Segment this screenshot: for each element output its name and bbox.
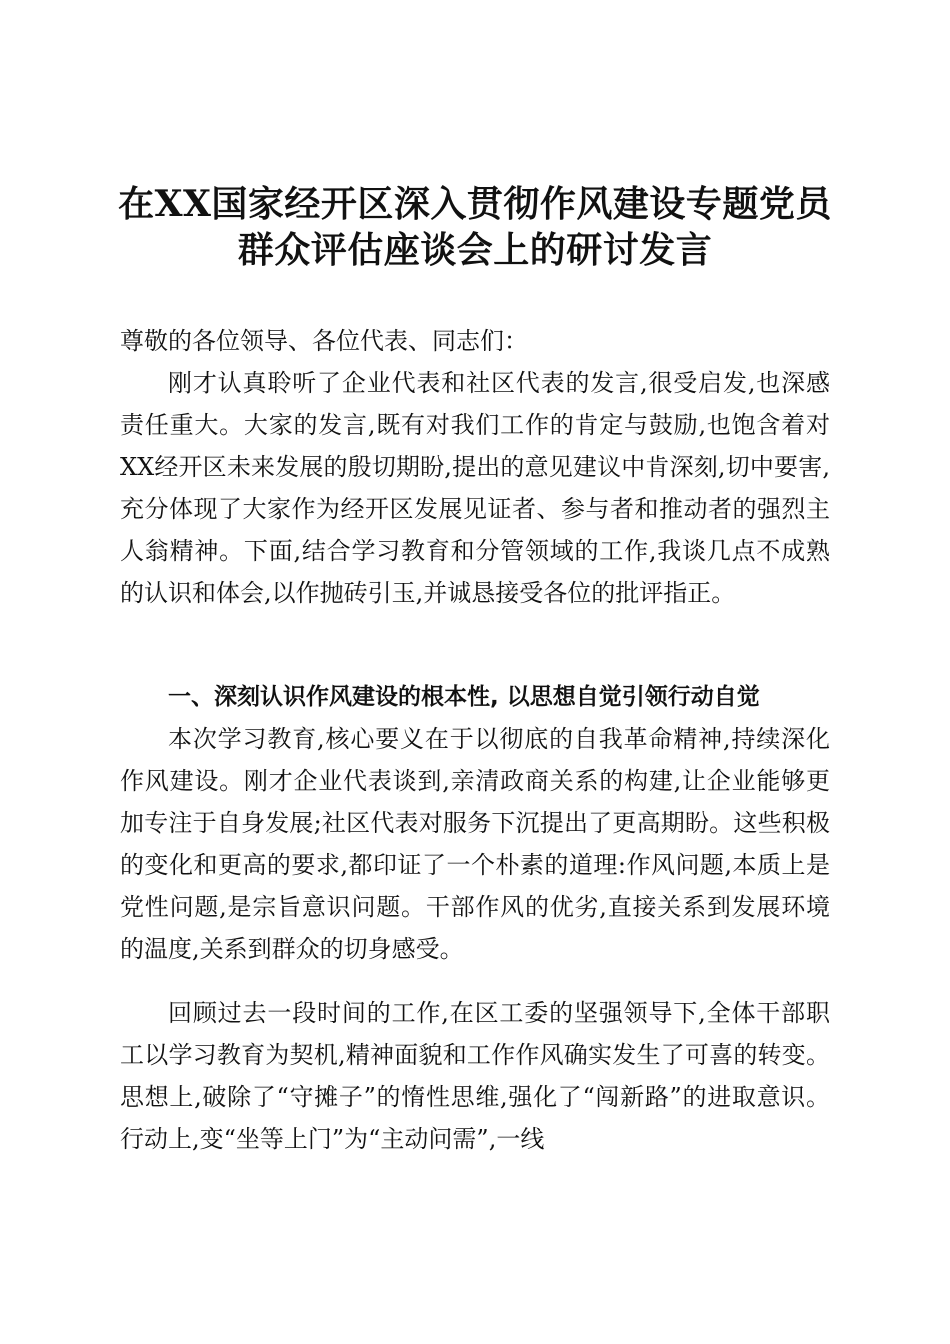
paragraph-3: 回顾过去一段时间的工作,在区工委的坚强领导下,全体干部职工以学习教育为契机,精神面貌和工作作风确实发生了可喜的转变。思想上,破除了“守摊子”的惰性思维,强化了“闯新路”的进取意识。行动上,变“坐等上门”为“主动问需”,一线: [120, 999, 830, 1153]
paragraph-2: 本次学习教育,核心要义在于以彻底的自我革命精神,持续深化作风建设。刚才企业代表谈到,亲清政商关系的构建,让企业能够更加专注于自身发展;社区代表对服务下沉提出了更高期盼。这些积极的变化和更高的要求,都印证了一个朴素的道理:作风问题,本质上是党性问题,是宗旨意识问题。干部作风的优劣,直接关系到发展环境的温度,关系到群众的切身感受。: [120, 725, 830, 963]
document-title-line-1: 在XX国家经开区深入贯彻作风建设专题党员: [118, 183, 832, 225]
salutation: 尊敬的各位领导、各位代表、同志们：: [120, 327, 528, 355]
paragraph-1: 刚才认真聆听了企业代表和社区代表的发言,很受启发,也深感责任重大。大家的发言,既有对我们工作的肯定与鼓励,也饱含着对XX经开区未来发展的殷切期盼,提出的意见建议中肯深刻,切中要害,充分体现了大家作为经开区发展见证者、参与者和推动者的强烈主人翁精神。下面,结合学习教育和分管领域的工作,我谈几点不成熟的认识和体会,以作抛砖引玉,并诚恳接受各位的批评指正。: [120, 369, 830, 607]
document-title-line-2: 群众评估座谈会上的研讨发言: [237, 229, 713, 271]
section-heading-1: 一、深刻认识作风建设的根本性, 以思想自觉引领行动自觉: [168, 684, 760, 710]
